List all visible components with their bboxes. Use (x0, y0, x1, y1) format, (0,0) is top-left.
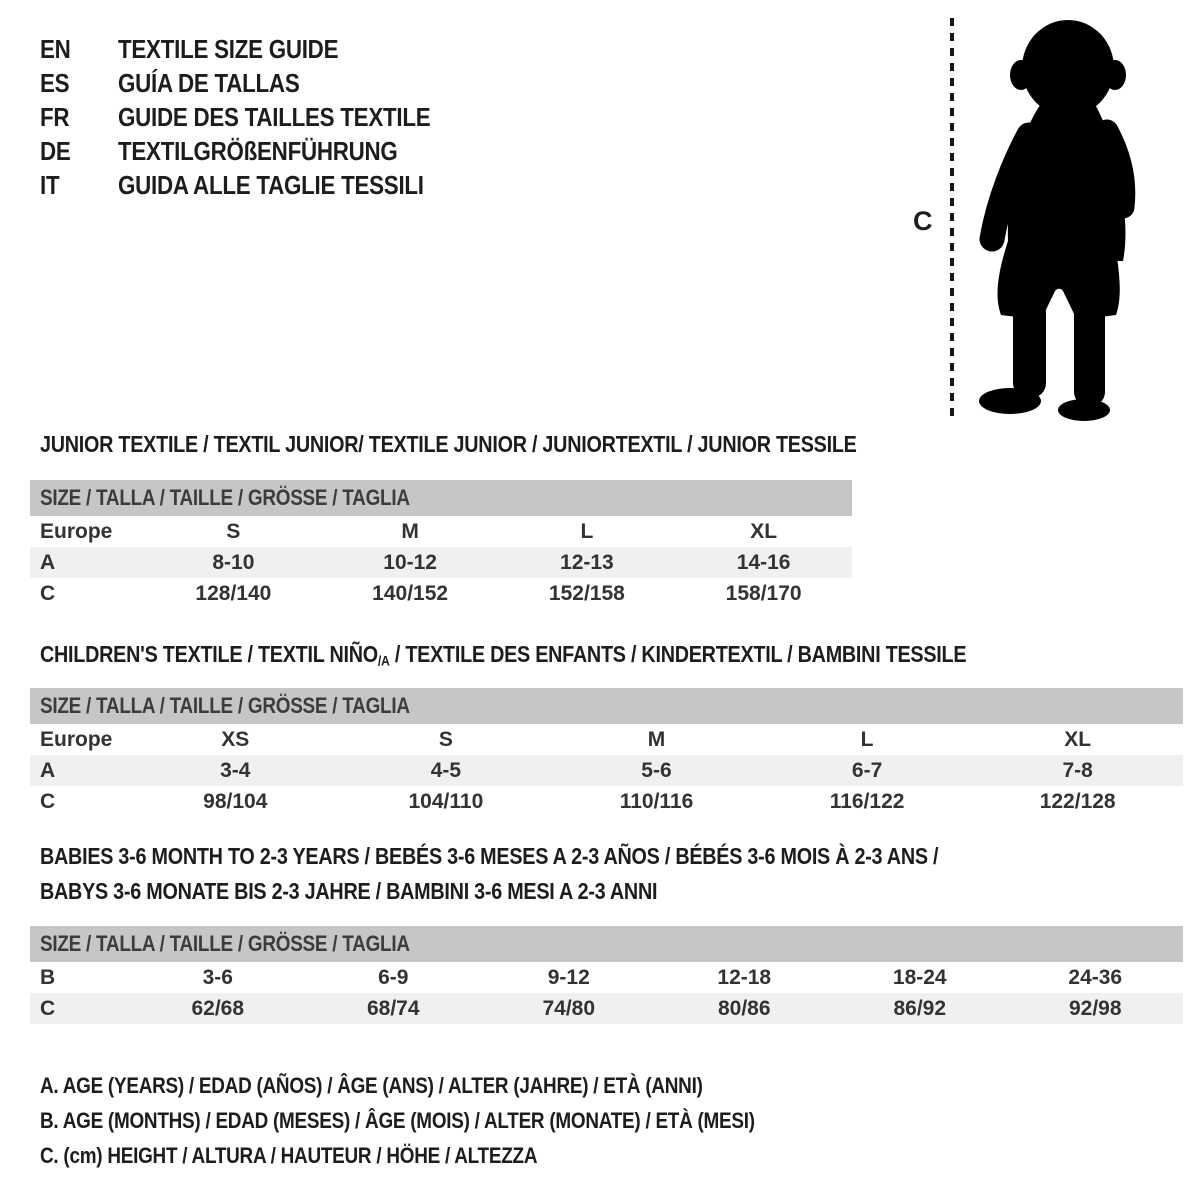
junior-section-heading (40, 431, 990, 458)
babies-section-heading-line2 (40, 878, 758, 905)
cell: 6-7 (851, 758, 883, 782)
children-heading-prefix: CHILDREN'S TEXTILE / TEXTIL NIÑO (40, 641, 378, 667)
language-row (40, 66, 481, 100)
size-header-bar (30, 480, 852, 516)
size-header-bar (30, 926, 1183, 962)
cell: XL (1064, 727, 1092, 751)
cell: 18-24 (892, 965, 947, 989)
cell: 152/158 (548, 581, 625, 605)
children-heading-suffix: / TEXTILE DES ENFANTS / KINDERTEXTIL / BAMBINI TESSILE (389, 641, 967, 667)
cell: 9-12 (547, 965, 590, 989)
cell: 140/152 (372, 581, 449, 605)
language-title (118, 170, 481, 201)
cell: 104/110 (408, 789, 484, 813)
legend-line-c (40, 1138, 871, 1173)
language-title-text: GUIDE DES TAILLES TEXTILE (118, 101, 431, 132)
cell: 158/170 (725, 581, 802, 605)
table-row (30, 962, 1183, 993)
cell: 6-9 (378, 965, 409, 989)
cell: M (647, 727, 666, 751)
cell: M (401, 519, 419, 543)
language-title-text: GUÍA DE TALLAS (118, 67, 300, 98)
babies-heading-line2-text: BABYS 3-6 MONATE BIS 2-3 JAHRE / BAMBINI 3-6 MESI A 2-3 ANNI (40, 878, 658, 904)
cell: 122/128 (1039, 789, 1116, 813)
row-label: C (40, 996, 56, 1020)
language-code (40, 136, 118, 167)
language-title (118, 136, 481, 167)
language-row (40, 134, 481, 168)
junior-section-heading-text: JUNIOR TEXTILE / TEXTIL JUNIOR/ TEXTILE JUNIOR / JUNIORTEXTIL / JUNIOR TESSILE (40, 431, 857, 457)
row-label: A (40, 550, 56, 574)
size-header-label: SIZE / TALLA / TAILLE / GRÖSSE / TAGLIA (40, 485, 410, 510)
cell: 10-12 (383, 550, 437, 574)
cell: 3-4 (220, 758, 251, 782)
row-label: Europe (40, 519, 113, 543)
language-code-text: FR (40, 101, 70, 132)
language-code-text: IT (40, 169, 60, 200)
cell: L (860, 727, 874, 751)
language-code-text: DE (40, 135, 71, 166)
language-list (40, 32, 481, 202)
language-code (40, 170, 118, 201)
cell: 4-5 (430, 758, 462, 782)
size-header-bar (30, 688, 1183, 724)
cell: 62/68 (191, 996, 245, 1020)
cell: 7-8 (1062, 758, 1093, 782)
cell: 14-16 (736, 550, 791, 574)
legend-line-c-text: C. (cm) HEIGHT / ALTURA / HAUTEUR / HÖHE / ALTEZZA (40, 1142, 538, 1168)
language-code (40, 34, 118, 65)
row-label: C (40, 581, 56, 605)
language-code-text: EN (40, 33, 71, 64)
cell: L (580, 519, 594, 543)
table-row (30, 724, 1183, 755)
language-title (118, 102, 481, 133)
cell: 24-36 (1068, 965, 1123, 989)
cell: 80/86 (717, 996, 771, 1020)
cell: 98/104 (203, 789, 268, 813)
cell: XL (750, 519, 778, 543)
table-row (30, 547, 852, 578)
table-row (30, 578, 852, 609)
row-label: A (40, 758, 56, 782)
legend (40, 1068, 871, 1173)
language-row (40, 32, 481, 66)
size-header-label: SIZE / TALLA / TAILLE / GRÖSSE / TAGLIA (40, 931, 410, 956)
language-title (118, 34, 481, 65)
children-size-table (30, 688, 1183, 817)
row-label: B (40, 965, 56, 989)
cell: S (226, 519, 241, 543)
language-code-text: ES (40, 67, 70, 98)
cell: 12-18 (717, 965, 772, 989)
row-label: C (40, 789, 56, 813)
cell: 74/80 (542, 996, 596, 1020)
language-row (40, 168, 481, 202)
cell: XS (221, 727, 250, 751)
children-section-heading-text (40, 641, 966, 670)
legend-line-a-text: A. AGE (YEARS) / EDAD (AÑOS) / ÂGE (ANS) / ALTER (JAHRE) / ETÀ (ANNI) (40, 1072, 703, 1098)
height-measure-dashed-line (950, 18, 954, 418)
language-title-text: GUIDA ALLE TAGLIE TESSILI (118, 169, 424, 200)
babies-heading-line1-text: BABIES 3-6 MONTH TO 2-3 YEARS / BEBÉS 3-6 MESES A 2-3 AÑOS / BÉBÉS 3-6 MOIS À 2-3 ANS / (40, 843, 939, 869)
cell: 3-6 (202, 965, 233, 989)
cell: 68/74 (366, 996, 420, 1020)
children-section-heading (40, 641, 1117, 670)
legend-line-a (40, 1068, 871, 1103)
table-row (30, 993, 1183, 1024)
table-row (30, 516, 852, 547)
cell: S (438, 727, 453, 751)
height-figure (905, 8, 1165, 428)
language-code (40, 68, 118, 99)
cell: 128/140 (195, 581, 272, 605)
size-header-label: SIZE / TALLA / TAILLE / GRÖSSE / TAGLIA (40, 693, 410, 718)
table-row (30, 786, 1183, 817)
cell: 5-6 (641, 758, 672, 782)
legend-line-b (40, 1103, 871, 1138)
cell: 110/116 (619, 789, 694, 813)
language-row (40, 100, 481, 134)
table-row (30, 755, 1183, 786)
language-code (40, 102, 118, 133)
row-label: Europe (40, 727, 113, 751)
toddler-silhouette-icon (963, 13, 1153, 423)
cell: 86/92 (893, 996, 947, 1020)
babies-section-heading-line1 (40, 843, 1085, 870)
cell: 8-10 (212, 550, 255, 574)
cell: 116/122 (829, 789, 905, 813)
legend-line-b-text: B. AGE (MONTHS) / EDAD (MESES) / ÂGE (MOIS) / ALTER (MONATE) / ETÀ (MESI) (40, 1107, 755, 1133)
cell: 92/98 (1068, 996, 1122, 1020)
junior-size-table (30, 480, 852, 609)
height-measure-label: C (913, 206, 933, 236)
children-heading-subscript: /A (377, 653, 390, 670)
cell: 12-13 (560, 550, 614, 574)
babies-size-table (30, 926, 1183, 1024)
language-title-text: TEXTILGRÖßENFÜHRUNG (118, 135, 398, 166)
language-title-text: TEXTILE SIZE GUIDE (118, 33, 339, 64)
language-title (118, 68, 481, 99)
